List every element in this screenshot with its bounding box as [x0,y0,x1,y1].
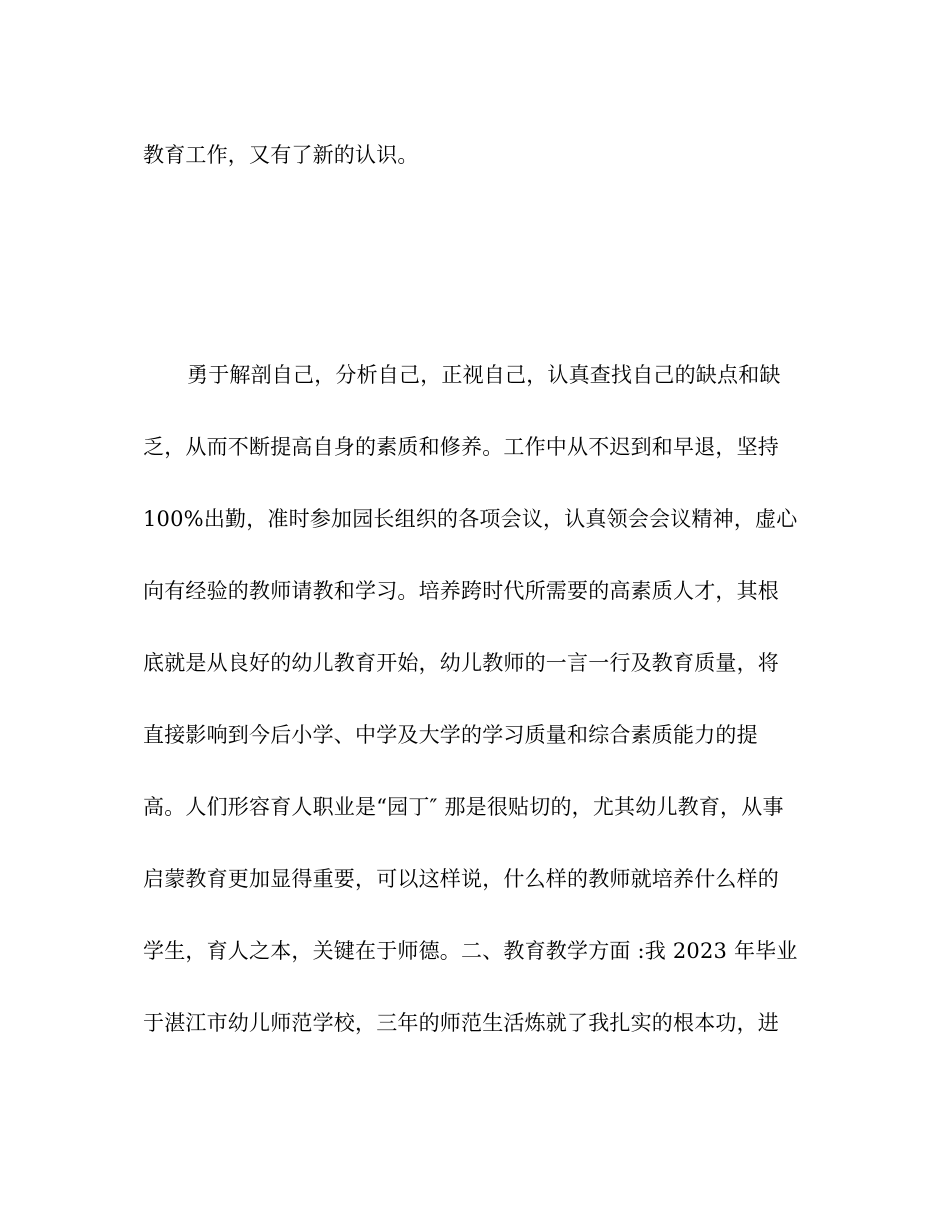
paragraph-first-line: 勇于解剖自己，分析自己，正视自己，认真查找自己的缺点和缺 [187,363,781,387]
text-line: 向有经验的教师请教和学习。培养跨时代所需要的高素质人才，其根 [143,579,779,603]
text-line: 学生，育人之本，关键在于师德。二、教育教学方面 :我 2023 年毕业 [143,939,798,963]
text-line: 乏，从而不断提高自身的素质和修养。工作中从不迟到和早退，坚持 [143,435,779,459]
text-line: 教育工作，又有了新的认识。 [143,143,419,167]
text-line: 于湛江市幼儿师范学校，三年的师范生活炼就了我扎实的根本功，进 [143,1011,779,1035]
text-line: 直接影响到今后小学、中学及大学的学习质量和综合素质能力的提 [143,723,758,747]
text-line: 底就是从良好的幼儿教育开始，幼儿教师的一言一行及教育质量，将 [143,651,779,675]
text-line: 高。人们形容育人职业是“园丁″ 那是很贴切的，尤其幼儿教育，从事 [143,795,784,819]
text-line: 100%出勤，准时参加园长组织的各项会议，认真领会会议精神，虚心 [143,507,798,531]
text-line: 启蒙教育更加显得重要，可以这样说，什么样的教师就培养什么样的 [143,867,779,891]
